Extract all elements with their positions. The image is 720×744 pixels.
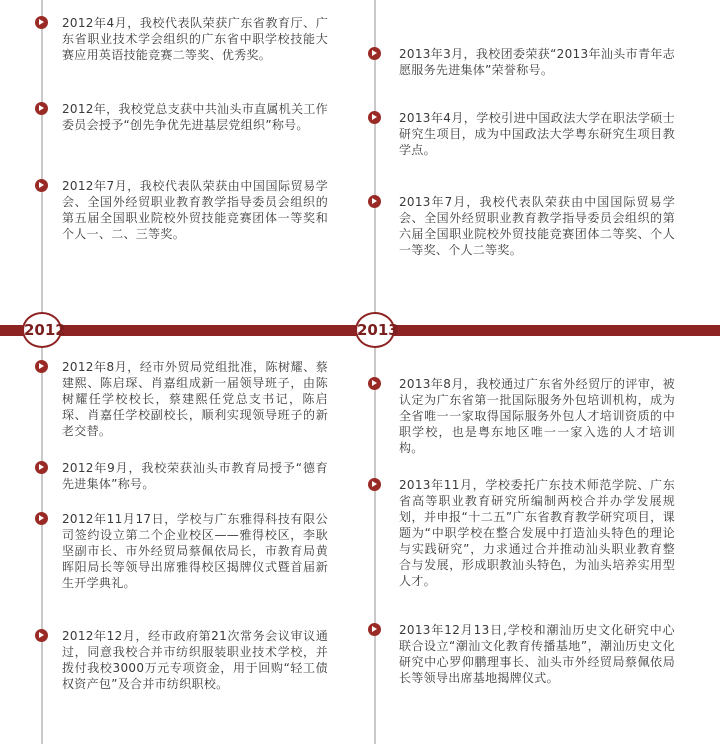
entry-text: 2013年12月13日,学校和潮汕历史文化研究中心联合设立“潮汕文化教育传播基地”，潮汕历史文化研究中心罗仰鹏理事长、汕头市外经贸局蔡佩依局长等领导出席基地揭牌仪式。 <box>399 623 675 685</box>
entry-text: 2013年11月，学校委托广东技术师范学院、广东省高等职业教育研究所编制两校合并办学发展规划，并申报“十二五”广东省教育教学研究项目，课题为“中职学校在整合发展中打造汕头特色的理论与实践研究”，力求通过合并推动汕头职业教育整合与发展，形成职教汕头特色，为汕头培养实用型人才。 <box>399 478 675 588</box>
arrow-marker-icon <box>35 360 48 373</box>
entry-text: 2012年11月17日，学校与广东雅得科技有限公司签约设立第二个企业校区——雅得校区，李耿坚副市长、市外经贸局蔡佩依局长，市教育局黄晖阳局长等领导出席雅得校区揭牌仪式暨首届新生开学典礼。 <box>62 512 328 590</box>
entry-text: 2013年7月，我校代表队荣获由中国国际贸易学会、全国外经贸职业教育教学指导委员会组织的第六届全国职业院校外贸技能竞赛团体二等奖、个人一等奖、个人二等奖。 <box>399 195 675 257</box>
arrow-marker-icon <box>368 111 381 124</box>
entry-text: 2012年9月，我校荣获汕头市教育局授予“德育先进集体”称号。 <box>62 461 328 491</box>
entry-text: 2012年8月，经市外贸局党组批准，陈树耀、蔡建熙、陈启琛、肖嘉组成新一届领导班子，由陈树耀任学校校长，蔡建熙任党总支书记，陈启琛、肖嘉任学校副校长，顺利实现领导班子的新老交替。 <box>62 360 328 438</box>
arrow-marker-icon <box>368 195 381 208</box>
entry-text: 2012年4月，我校代表队荣获广东省教育厅、广东省职业技术学会组织的广东省中职学校技能大赛应用英语技能竞赛二等奖、优秀奖。 <box>62 16 328 62</box>
arrow-marker-icon <box>35 16 48 29</box>
entry-text: 2013年3月，我校团委荣获“2013年汕头市青年志愿服务先进集体”荣誉称号。 <box>399 47 675 77</box>
arrow-marker-icon <box>35 512 48 525</box>
arrow-marker-icon <box>35 629 48 642</box>
year-badge-2013: 2013 <box>355 312 395 348</box>
entry-text: 2012年12月，经市政府第21次常务会议审议通过，同意我校合并市纺织服装职业技术学校，并拨付我校3000万元专项资金，用于回购“轻工债权资产包”及合并市纺织职校。 <box>62 629 328 691</box>
entry-text: 2013年8月，我校通过广东省外经贸厅的评审，被认定为广东省第一批国际服务外包培训机构，成为全省唯一一家取得国际服务外包人才培训资质的中职学校，也是粤东地区唯一一家入选的人才培训构。 <box>399 377 675 455</box>
arrow-marker-icon <box>35 179 48 192</box>
arrow-marker-icon <box>35 461 48 474</box>
entry-text: 2012年，我校党总支获中共汕头市直属机关工作委员会授予“创先争优先进基层党组织”称号。 <box>62 102 328 132</box>
entry-text: 2013年4月，学校引进中国政法大学在职法学硕士研究生项目，成为中国政法大学粤东研究生项目教学点。 <box>399 111 675 157</box>
year-badge-2012: 2012 <box>22 312 62 348</box>
arrow-marker-icon <box>368 377 381 390</box>
arrow-marker-icon <box>368 623 381 636</box>
arrow-marker-icon <box>35 102 48 115</box>
entry-text: 2012年7月，我校代表队荣获由中国国际贸易学会、全国外经贸职业教育教学指导委员会组织的第五届全国职业院校外贸技能竞赛团体一等奖和个人一、二、三等奖。 <box>62 179 328 241</box>
arrow-marker-icon <box>368 47 381 60</box>
arrow-marker-icon <box>368 478 381 491</box>
